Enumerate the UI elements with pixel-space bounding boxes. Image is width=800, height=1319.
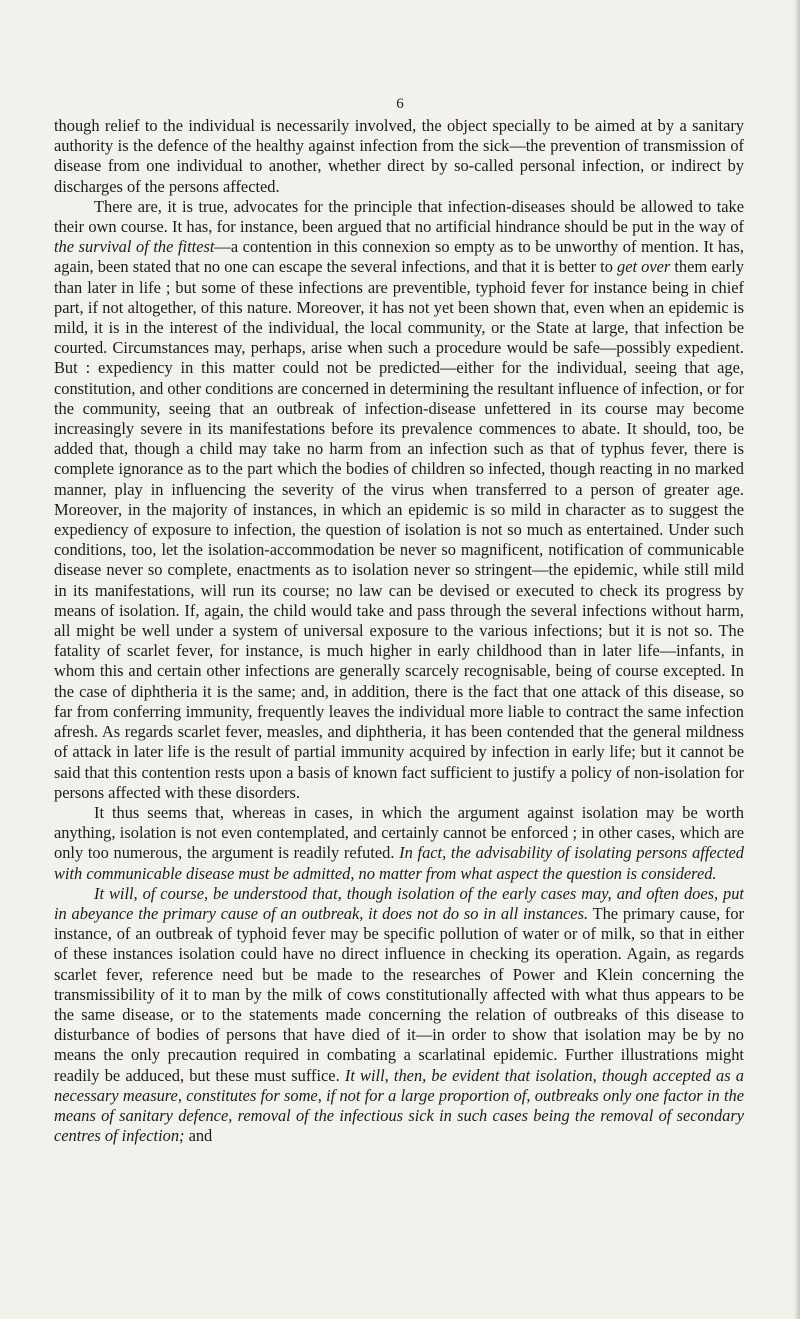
italic-run: In fact, the advisability of isolating persons affected with communicable disease must be admitted, no matter from what aspect the question is considered. — [54, 843, 744, 883]
italic-run: It will, then, be evident that isolation, though accepted as a necessary measure, constitutes for some, if not for a large proportion of, outbreaks only one factor in the means of sanitary defence, removal of the infectious sick in such cases being the removal of secondary centres of infection; — [54, 1065, 744, 1146]
paragraph — [54, 803, 744, 884]
text-run: them early than later in life ; but some of these infections are preventible, typhoid fever for instance being in chief part, if not altogether, of this nature. Moreover, it has not yet been shown that, even when an epidemic is mild, it is in the interest of the individual, the local community, or the State at large, that infection be courted. Circumstances may, perhaps, arise when such a procedure would be safe—possibly expedient. But : expediency in this matter could not be predicted—either for the individual, seeing that age, constitution, and other conditions are concerned in determining the resultant influence of infection, or for the community, seeing that an outbreak of infection-disease unfettered in its course may become increasingly severe in its manifestations before its prevalence commences to abate. It should, too, be added that, though a child may take no harm from an infection such as that of typhus fever, there is complete ignorance as to the part which the bodies of children so infected, though reacting in no marked manner, play in influencing the severity of the virus when transferred to a person of greater age. Moreover, in the majority of instances, in which an epidemic is so mild in character as to suggest the expediency of exposure to infection, the question of isolation is not so much as entertained. Under such conditions, too, let the isolation-accommodation be never so magnificent, notification of communicable disease never so complete, enactments as to isolation never so stringent—the epidemic, while still mild in its manifestations, will run its course; no law can be devised or executed to check its progress by means of isolation. If, again, the child would take and pass through the several infections without harm, all might be well under a system of universal exposure to the various infections; but it is not so. The fatality of scarlet fever, for instance, is much higher in early childhood than in later life—infants, in whom this and certain other infections are generally scarcely recognisable, being of course excepted. In the case of diphtheria it is the same; and, in addition, there is the fact that one attack of this disease, so far from conferring immunity, frequently leaves the individual more liable to contract the same infection afresh. As regards scarlet fever, measles, and diphtheria, it has been contended that the general mildness of attack in later life is the result of partial immunity acquired by infection in early life; but it cannot be said that this contention rests upon a basis of known fact sufficient to justify a policy of non-isolation for persons affected with these disorders. — [54, 257, 745, 802]
text-run: The primary cause, for instance, of an outbreak of typhoid fever may be specific pollution of water or of milk, so that in either of these instances isolation could have no direct influence in checking its operation. Again, as regards scarlet fever, reference need but be made to the researches of Power and Klein concerning the transmissibility of it to man by the milk of cows constitutionally affected with what thus appears to be the same disease, or to the statements made concerning the relation of outbreaks of this disease to disturbance of bodies of persons that have died of it—in order to show that isolation may be by no means the only precaution required in combating a scarlatinal epidemic. Further illustrations might readily be adduced, but these must suffice. — [54, 903, 745, 1085]
text-run: and — [184, 1126, 213, 1146]
body-text — [54, 116, 744, 1146]
italic-run: get over — [617, 257, 671, 277]
paragraph — [54, 116, 744, 197]
text-run: There are, it is true, advocates for the principle that infection-diseases should be allowed to take their own course. It has, for instance, been argued that no artificial hindrance should be put in the way of — [54, 196, 744, 237]
paragraph — [54, 884, 744, 1147]
text-run: —a contention in this connexion so empty as to be unworthy of mention. It has, again, been stated that no one can escape the several infections, and that it is better to — [54, 237, 744, 277]
page-edge-shadow — [794, 0, 800, 1319]
italic-run: It will, of course, be understood that, though isolation of the early cases may, and often does, put in abeyance the primary cause of an outbreak, it does not do so in all instances. — [54, 883, 744, 923]
page-number: 6 — [396, 96, 404, 112]
italic-run: the survival of the fittest — [54, 237, 215, 257]
text-run: It thus seems that, whereas in cases, in which the argument against isolation may be worth anything, isolation is not even contemplated, and certainly cannot be enforced ; in other cases, which are only too numerous, the argument is readily refuted. — [54, 802, 744, 863]
text-run: though relief to the individual is necessarily involved, the object specially to be aimed at by a sanitary authority is the defence of the healthy against infection from the sick—the prevention of transmission of disease from one individual to another, whether direct by so-called personal infection, or indirect by discharges of the persons affected. — [54, 116, 744, 196]
paragraph — [54, 197, 744, 803]
